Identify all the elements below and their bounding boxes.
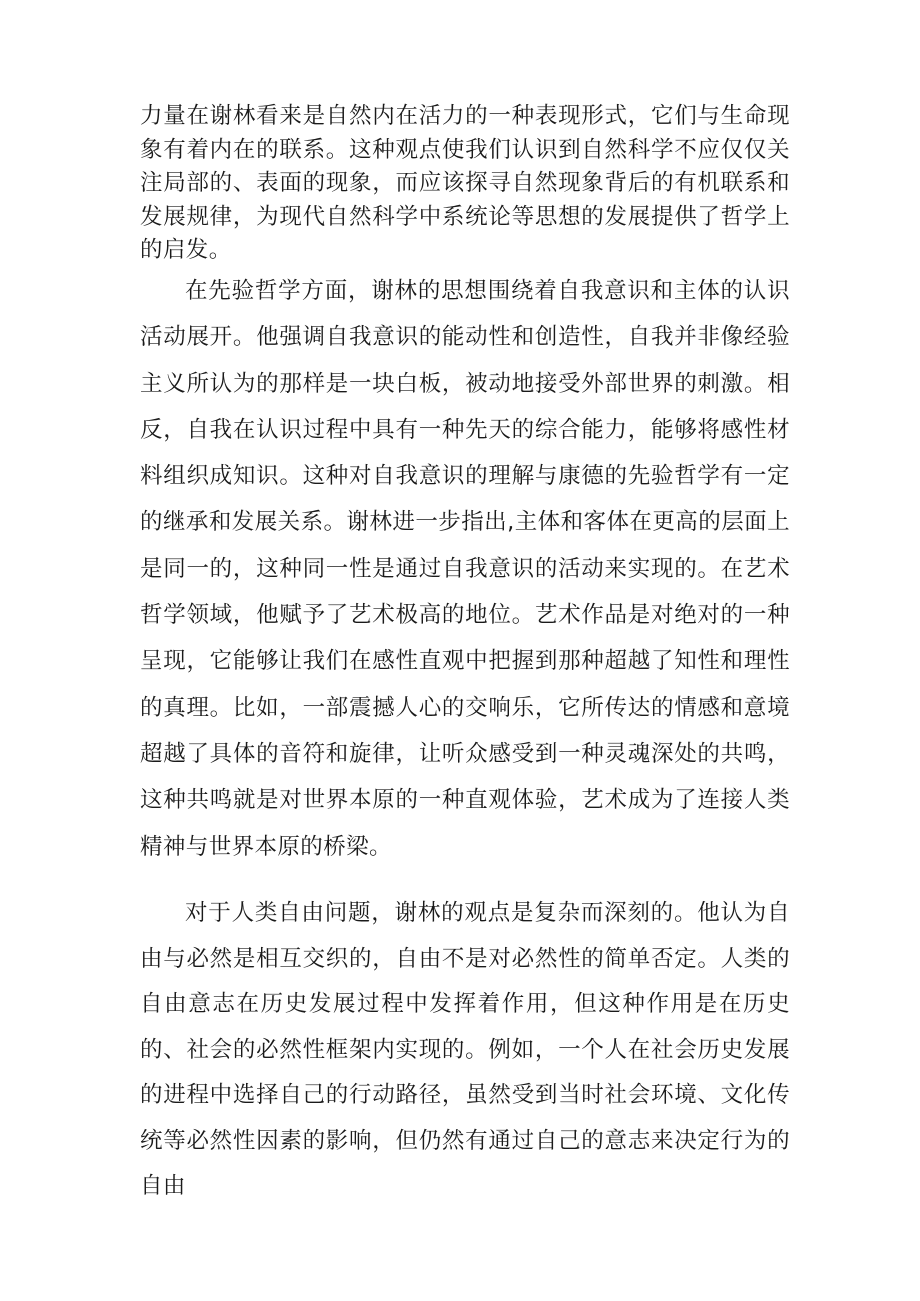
- paragraph-natural-science: 力量在谢林看来是自然内在活力的一种表现形式，它们与生命现象有着内在的联系。这种观点使我们认识到自然科学不应仅仅关注局部的、表面的现象，而应该探寻自然现象背后的有机联系和发展规律，为现代自然科学中系统论等思想的发展提供了哲学上的启发。: [140, 103, 790, 263]
- paragraph-human-freedom: 对于人类自由问题，谢林的观点是复杂而深刻的。他认为自由与必然是相互交织的，自由不是对必然性的简单否定。人类的自由意志在历史发展过程中发挥着作用，但这种作用是在历史的、社会的必然性框架内实现的。例如，一个人在社会历史发展的进程中选择自己的行动路径，虽然受到当时社会环境、文化传统等必然性因素的影响，但仍然有通过自己的意志来决定行为的自由: [140, 900, 790, 1199]
- paragraph-transcendental-philosophy: 在先验哲学方面，谢林的思想围绕着自我意识和主体的认识活动展开。他强调自我意识的能动性和创造性，自我并非像经验主义所认为的那样是一块白板，被动地接受外部世界的刺激。相反，自我在认识过程中具有一种先天的综合能力，能够将感性材料组织成知识。这种对自我意识的理解与康德的先验哲学有一定的继承和发展关系。谢林进一步指出,主体和客体在更高的层面上是同一的，这种同一性是通过自我意识的活动来实现的。在艺术哲学领域，他赋予了艺术极高的地位。艺术作品是对绝对的一种呈现，它能够让我们在感性直观中把握到那种超越了知性和理性的真理。比如，一部震撼人心的交响乐，它所传达的情感和意境超越了具体的音符和旋律，让听众感受到一种灵魂深处的共鸣，这种共鸣就是对世界本原的一种直观体验，艺术成为了连接人类精神与世界本原的桥梁。: [140, 278, 790, 860]
